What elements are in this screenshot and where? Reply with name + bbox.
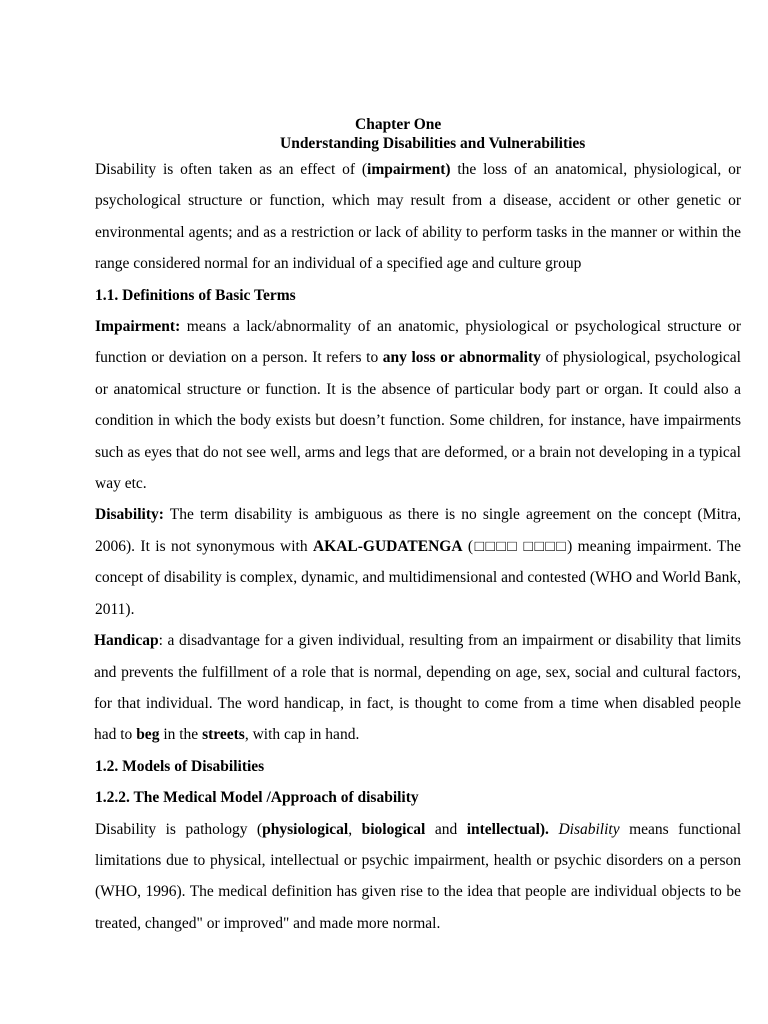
impairment-term: Impairment: xyxy=(95,318,181,336)
disability-text-2: ( xyxy=(462,537,474,555)
impairment-paragraph xyxy=(95,311,741,499)
intro-bold-1: impairment) xyxy=(367,161,451,178)
handicap-text-2: in the xyxy=(159,726,203,744)
medical-italic-1: Disability xyxy=(558,820,620,838)
intro-text-2: the loss of an anatomical, physiological, or psychological structure or function, which may result from a disease, accident or other genetic or environmental agents; and as a restriction or lack of ability to perform tasks in the manner or within the range considered normal for an individual of a specified age and culture group xyxy=(95,161,741,273)
section-heading-1-2: 1.2. Models of Disabilities xyxy=(95,757,265,775)
section-heading-1-2-2: 1.2.2. The Medical Model /Approach of disability xyxy=(95,789,419,807)
disability-term: Disability: xyxy=(95,506,164,524)
medical-bold-1: physiological xyxy=(262,820,349,838)
medical-bold-2: biological xyxy=(361,820,426,838)
disability-text-1: The term disability is ambiguous as there is no single agreement on the concept (Mitra, 2006). It is not synonymous with xyxy=(95,506,741,555)
intro-text-1: Disability is often taken as an effect of ( xyxy=(95,161,368,178)
handicap-text-3: , with cap in hand. xyxy=(244,726,360,744)
medical-text-5: means functional limitations due to physical, intellectual or psychic impairment, health or psychic disorders on a person (WHO, 1996). The medical definition has given rise to the idea that people are individual objects to be treated, changed" or improved" and made more normal. xyxy=(95,820,741,932)
medical-text-3: and xyxy=(425,820,467,838)
intro-paragraph xyxy=(95,154,741,280)
medical-text-2: , xyxy=(348,820,362,838)
medical-text-4 xyxy=(549,821,559,838)
handicap-paragraph xyxy=(94,625,741,751)
impairment-text-1: means a lack/abnormality of an anatomic, physiological or psychological structure or function or deviation on a person. It refers to xyxy=(95,318,741,367)
handicap-bold-2: streets xyxy=(202,726,245,744)
medical-bold-3: intellectual). xyxy=(466,820,549,838)
impairment-bold-1: any loss or abnormality xyxy=(382,349,541,367)
handicap-text-1: : a disadvantage for a given individual, resulting from an impairment or disability that limits and prevents the fulfillment of a role that is normal, depending on age, sex, social and cultural factors, for that individual. The word handicap, in fact, is thought to come from a time when disabled people had to xyxy=(94,632,741,744)
impairment-text-2: of physiological, psychological or anatomical structure or function. It is the absence of particular body part or organ. It could also a condition in which the body exists but doesn’t function. Some children, for instance, have impairments such as eyes that do not see well, arms and legs that are deformed, or a brain not developing in a typical way etc. xyxy=(95,349,741,493)
disability-paragraph xyxy=(95,499,741,625)
handicap-bold-1: beg xyxy=(136,726,160,744)
disability-text-3: ) meaning impairment. The concept of disability is complex, dynamic, and multidimensional and contested (WHO and World Bank, 2011). xyxy=(95,537,741,618)
disability-missing-glyphs: □□□□ □□□□ xyxy=(473,537,568,555)
section-heading-1-1: 1.1. Definitions of Basic Terms xyxy=(95,286,296,304)
medical-text-1: Disability is pathology ( xyxy=(95,820,263,838)
handicap-term: Handicap xyxy=(94,632,159,650)
chapter-title: Chapter One xyxy=(355,116,442,133)
medical-model-paragraph xyxy=(95,814,741,940)
disability-bold-1: AKAL-GUDATENGA xyxy=(312,537,463,555)
document-body xyxy=(95,154,741,939)
chapter-subtitle: Understanding Disabilities and Vulnerabilities xyxy=(280,135,586,152)
